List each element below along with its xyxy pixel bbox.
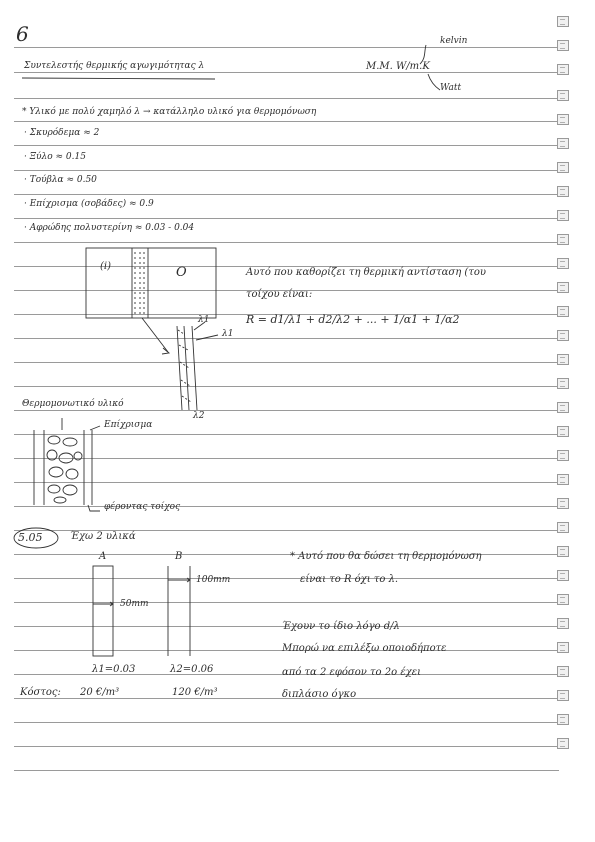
label-plaster: Επίχρισμα xyxy=(104,420,153,430)
material-item: · Επίχρισμα (σοβάδες) ≈ 0.9 xyxy=(24,199,154,209)
example-number: 5.05 xyxy=(18,531,43,544)
cost-label: Κόστος: xyxy=(20,687,61,698)
cost-b: 120 €/m³ xyxy=(172,687,218,698)
example-note2-line3: από τα 2 εφόσον το 2ο έχει xyxy=(282,667,422,678)
lambda1-label-2: λ1 xyxy=(222,329,234,339)
cost-a: 20 €/m³ xyxy=(80,687,120,698)
example-note2-line2: Μπορώ να επιλέξω οποιοδήποτε xyxy=(282,643,447,654)
intro-note: * Υλικό με πολύ χαμηλό λ → κατάλληλο υλικό για θερμομόνωση xyxy=(22,107,317,117)
label-wall: φέροντας τοίχος xyxy=(104,502,181,512)
label-inside: (i) xyxy=(100,261,112,272)
resistance-formula: R = d1/λ1 + d2/λ2 + ... + 1/α1 + 1/α2 xyxy=(246,313,460,326)
material-item: · Ξύλο ≈ 0.15 xyxy=(24,152,86,162)
page-number: 6 xyxy=(16,22,29,46)
label-outside: O xyxy=(176,265,187,280)
material-item: · Σκυρόδεμα ≈ 2 xyxy=(24,128,100,138)
label-insulation: Θερμομονωτικό υλικό xyxy=(22,399,124,409)
heading-units: Μ.Μ. W/m.K xyxy=(366,61,430,72)
material-b-label: B xyxy=(175,551,183,562)
thickness-b: 100mm xyxy=(196,575,231,585)
thickness-a: 50mm xyxy=(120,599,149,609)
example-note1-line1: * Αυτό που θα δώσει τη θερμομόνωση xyxy=(290,551,482,562)
material-a-label: A xyxy=(99,551,107,562)
unit-watt-note: Watt xyxy=(440,83,462,93)
lambda-a: λ1=0.03 xyxy=(92,664,136,675)
material-item: · Αφρώδης πολυστερίνη ≈ 0.03 - 0.04 xyxy=(24,223,195,233)
heading-title: Συντελεστής θερμικής αγωγιμότητας λ xyxy=(24,61,205,71)
lambda-b: λ2=0.06 xyxy=(170,664,214,675)
resistance-note-line2: τοίχου είναι: xyxy=(246,289,313,300)
resistance-note-line1: Αυτό που καθορίζει τη θερμική αντίσταση (του xyxy=(246,267,486,278)
example-note2-line1: Έχουν το ίδιο λόγο d/λ xyxy=(282,621,400,632)
example-note1-line2: είναι το R όχι το λ. xyxy=(300,574,399,585)
unit-kelvin-note: kelvin xyxy=(440,36,468,46)
lambda2-label: λ2 xyxy=(193,411,205,421)
example-note2-line4: διπλάσιο όγκο xyxy=(282,689,357,700)
lambda1-label: λ1 xyxy=(198,315,210,325)
material-item: · Τούβλα ≈ 0.50 xyxy=(24,175,97,185)
example-intro: Έχω 2 υλικά xyxy=(70,531,136,542)
